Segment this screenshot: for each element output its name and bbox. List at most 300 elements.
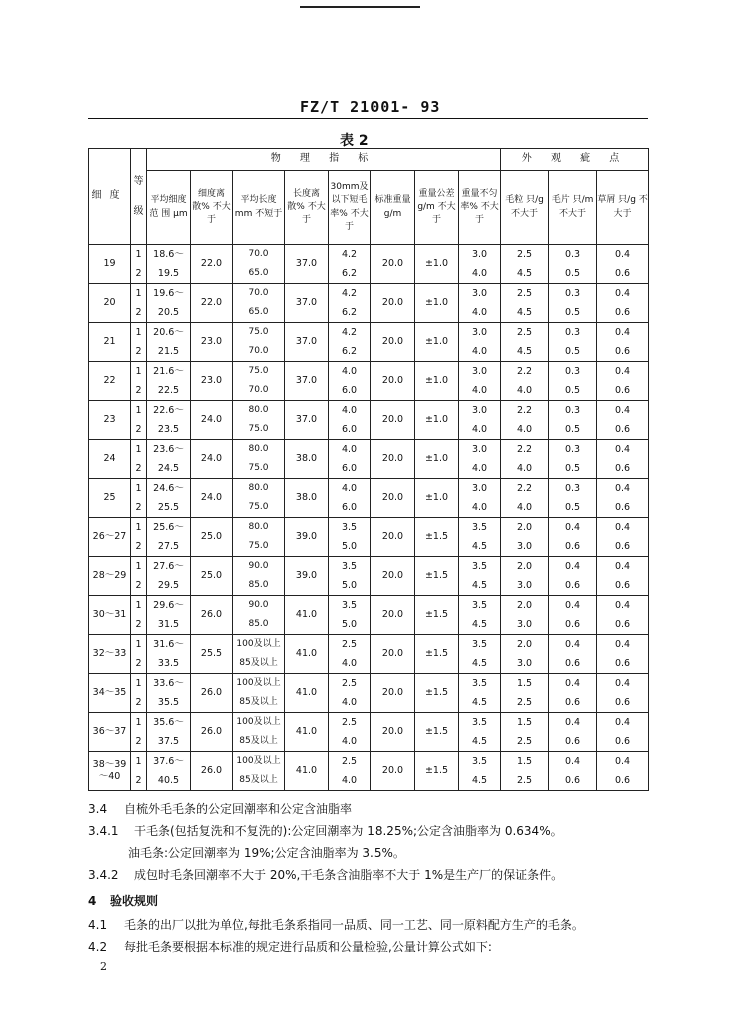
cell-flakes: 0.3 (549, 440, 597, 460)
col-fineness-cv: 细度离散% 不大于 (191, 171, 233, 245)
cell-short-fiber: 5.0 (329, 576, 371, 596)
section-4-2: 4.2 每批毛条要根据本标准的规定进行品质和公量检验,公量计算公式如下: (88, 940, 492, 954)
table-row (89, 557, 649, 577)
cell-grade: 1 (131, 440, 147, 460)
cell-std-weight: 20.0 (371, 323, 415, 362)
cell-neps: 3.0 (501, 615, 549, 635)
cell-weight-tol: ±1.0 (415, 362, 459, 401)
cell-mean-range: 24.5 (147, 459, 191, 479)
cell-mean-length: 65.0 (233, 303, 285, 323)
cell-weight-cv: 4.0 (459, 381, 501, 401)
cell-neps: 2.0 (501, 557, 549, 577)
cell-neps: 2.5 (501, 323, 549, 343)
cell-weight-cv: 3.5 (459, 596, 501, 616)
cell-short-fiber: 4.0 (329, 771, 371, 791)
table-row (89, 323, 649, 343)
cell-length-cv: 38.0 (285, 440, 329, 479)
cell-neps: 2.0 (501, 635, 549, 655)
cell-mean-length: 80.0 (233, 518, 285, 538)
cell-weight-cv: 3.0 (459, 401, 501, 421)
cell-flakes: 0.3 (549, 323, 597, 343)
cell-length-cv: 38.0 (285, 479, 329, 518)
table-row (89, 713, 649, 733)
cell-neps: 4.5 (501, 264, 549, 284)
cell-mean-range: 23.6～ (147, 440, 191, 460)
cell-grade: 1 (131, 674, 147, 694)
cell-flakes: 0.3 (549, 362, 597, 382)
cell-grade: 2 (131, 381, 147, 401)
cell-grass: 0.6 (597, 576, 649, 596)
table-row (89, 693, 649, 713)
cell-grade: 1 (131, 245, 147, 265)
cell-neps: 2.2 (501, 362, 549, 382)
cell-grade: 1 (131, 323, 147, 343)
col-mean-length: 平均长度 mm 不短于 (233, 171, 285, 245)
table-row (89, 420, 649, 440)
section-3-4-1-line2: 油毛条:公定回潮率为 19%;公定含油脂率为 3.5%。 (128, 846, 405, 860)
cell-weight-cv: 3.0 (459, 479, 501, 499)
col-weight-tol: 重量公差 g/m 不大于 (415, 171, 459, 245)
cell-grass: 0.4 (597, 284, 649, 304)
cell-weight-cv: 4.0 (459, 342, 501, 362)
cell-mean-range: 20.5 (147, 303, 191, 323)
cell-fineness-cv: 23.0 (191, 323, 233, 362)
cell-weight-cv: 3.5 (459, 674, 501, 694)
cell-length-cv: 37.0 (285, 401, 329, 440)
cell-weight-cv: 3.0 (459, 440, 501, 460)
col-mean-fineness: 平均细度范 围 μm (147, 171, 191, 245)
cell-grass: 0.4 (597, 674, 649, 694)
cell-mean-range: 25.5 (147, 498, 191, 518)
cell-length-cv: 41.0 (285, 752, 329, 791)
cell-mean-length: 70.0 (233, 342, 285, 362)
col-flakes: 毛片 只/m 不大于 (549, 171, 597, 245)
cell-short-fiber: 2.5 (329, 635, 371, 655)
cell-flakes: 0.4 (549, 518, 597, 538)
cell-grass: 0.4 (597, 713, 649, 733)
cell-grass: 0.4 (597, 401, 649, 421)
cell-grass: 0.4 (597, 518, 649, 538)
cell-short-fiber: 5.0 (329, 615, 371, 635)
table-row (89, 518, 649, 538)
cell-short-fiber: 4.0 (329, 401, 371, 421)
cell-mean-range: 19.5 (147, 264, 191, 284)
table-row (89, 654, 649, 674)
col-short-fiber: 30mm及以下短毛率% 不大于 (329, 171, 371, 245)
cell-mean-length: 85及以上 (233, 771, 285, 791)
cell-grade: 1 (131, 284, 147, 304)
cell-flakes: 0.3 (549, 401, 597, 421)
cell-short-fiber: 4.0 (329, 732, 371, 752)
cell-mean-length: 100及以上 (233, 713, 285, 733)
cell-neps: 4.0 (501, 459, 549, 479)
cell-grass: 0.4 (597, 752, 649, 772)
cell-flakes: 0.3 (549, 284, 597, 304)
cell-fineness-cv: 25.0 (191, 518, 233, 557)
table-row (89, 674, 649, 694)
cell-grass: 0.4 (597, 245, 649, 265)
cell-short-fiber: 4.0 (329, 654, 371, 674)
cell-weight-tol: ±1.0 (415, 323, 459, 362)
cell-mean-length: 85.0 (233, 615, 285, 635)
cell-mean-range: 31.5 (147, 615, 191, 635)
cell-weight-tol: ±1.0 (415, 284, 459, 323)
cell-neps: 3.0 (501, 537, 549, 557)
cell-weight-cv: 3.5 (459, 557, 501, 577)
cell-grade: 1 (131, 596, 147, 616)
cell-short-fiber: 4.2 (329, 245, 371, 265)
cell-grass: 0.4 (597, 557, 649, 577)
cell-mean-length: 100及以上 (233, 635, 285, 655)
cell-grade: 1 (131, 557, 147, 577)
cell-weight-tol: ±1.5 (415, 596, 459, 635)
table-row (89, 732, 649, 752)
cell-fineness-cv: 22.0 (191, 245, 233, 284)
header-rule (88, 118, 648, 119)
cell-mean-length: 100及以上 (233, 674, 285, 694)
cell-fineness-cv: 26.0 (191, 596, 233, 635)
cell-flakes: 0.5 (549, 420, 597, 440)
table-row (89, 245, 649, 265)
page-number: 2 (100, 960, 107, 973)
cell-grade: 1 (131, 362, 147, 382)
cell-std-weight: 20.0 (371, 635, 415, 674)
cell-neps: 4.0 (501, 381, 549, 401)
cell-flakes: 0.6 (549, 693, 597, 713)
cell-fineness: 36～37 (89, 713, 131, 752)
cell-neps: 2.5 (501, 245, 549, 265)
cell-neps: 2.5 (501, 771, 549, 791)
table-row (89, 303, 649, 323)
cell-grade: 2 (131, 771, 147, 791)
cell-fineness-cv: 26.0 (191, 713, 233, 752)
cell-length-cv: 39.0 (285, 557, 329, 596)
cell-mean-range: 37.5 (147, 732, 191, 752)
cell-flakes: 0.6 (549, 771, 597, 791)
cell-fineness: 24 (89, 440, 131, 479)
cell-fineness: 20 (89, 284, 131, 323)
cell-short-fiber: 6.0 (329, 420, 371, 440)
cell-flakes: 0.3 (549, 245, 597, 265)
col-length-cv: 长度离散% 不大于 (285, 171, 329, 245)
cell-mean-range: 37.6～ (147, 752, 191, 772)
table-body (89, 245, 649, 791)
table-row (89, 576, 649, 596)
cell-flakes: 0.4 (549, 674, 597, 694)
cell-short-fiber: 5.0 (329, 537, 371, 557)
cell-short-fiber: 6.2 (329, 342, 371, 362)
col-std-weight: 标准重量 g/m (371, 171, 415, 245)
cell-length-cv: 37.0 (285, 245, 329, 284)
cell-mean-range: 20.6～ (147, 323, 191, 343)
col-neps: 毛粒 只/g 不大于 (501, 171, 549, 245)
cell-weight-tol: ±1.5 (415, 713, 459, 752)
spec-table (88, 148, 649, 791)
cell-mean-length: 75.0 (233, 362, 285, 382)
cell-std-weight: 20.0 (371, 596, 415, 635)
cell-neps: 3.0 (501, 654, 549, 674)
cell-mean-length: 85.0 (233, 576, 285, 596)
cell-weight-cv: 3.0 (459, 323, 501, 343)
cell-neps: 2.2 (501, 440, 549, 460)
cell-grade: 2 (131, 654, 147, 674)
cell-weight-cv: 4.5 (459, 693, 501, 713)
cell-neps: 2.2 (501, 479, 549, 499)
table-row (89, 498, 649, 518)
cell-mean-range: 19.6～ (147, 284, 191, 304)
cell-mean-length: 80.0 (233, 440, 285, 460)
cell-flakes: 0.5 (549, 264, 597, 284)
cell-weight-cv: 3.5 (459, 752, 501, 772)
cell-mean-length: 75.0 (233, 537, 285, 557)
top-scan-bar (300, 6, 420, 8)
cell-grade: 1 (131, 518, 147, 538)
section-3-4: 3.4 自梳外毛毛条的公定回潮率和公定含油脂率 (88, 802, 353, 816)
cell-short-fiber: 4.2 (329, 323, 371, 343)
cell-grade: 2 (131, 420, 147, 440)
cell-fineness-cv: 22.0 (191, 284, 233, 323)
cell-grade: 2 (131, 498, 147, 518)
table-row (89, 596, 649, 616)
cell-grass: 0.4 (597, 635, 649, 655)
cell-grass: 0.6 (597, 615, 649, 635)
table-caption: 表 2 (340, 133, 369, 149)
cell-length-cv: 41.0 (285, 713, 329, 752)
cell-std-weight: 20.0 (371, 479, 415, 518)
cell-neps: 2.0 (501, 596, 549, 616)
cell-mean-range: 24.6～ (147, 479, 191, 499)
cell-grass: 0.4 (597, 323, 649, 343)
cell-length-cv: 37.0 (285, 323, 329, 362)
cell-grade: 2 (131, 264, 147, 284)
cell-fineness: 23 (89, 401, 131, 440)
cell-std-weight: 20.0 (371, 362, 415, 401)
cell-fineness-cv: 24.0 (191, 401, 233, 440)
cell-weight-cv: 4.0 (459, 264, 501, 284)
cell-fineness: 30～31 (89, 596, 131, 635)
cell-grade: 1 (131, 713, 147, 733)
cell-weight-tol: ±1.5 (415, 752, 459, 791)
cell-fineness: 25 (89, 479, 131, 518)
cell-mean-range: 23.5 (147, 420, 191, 440)
table-row (89, 401, 649, 421)
cell-grade: 1 (131, 635, 147, 655)
cell-grade: 2 (131, 615, 147, 635)
cell-weight-cv: 3.0 (459, 245, 501, 265)
cell-neps: 1.5 (501, 713, 549, 733)
cell-mean-length: 70.0 (233, 284, 285, 304)
cell-mean-range: 27.5 (147, 537, 191, 557)
cell-weight-cv: 3.0 (459, 362, 501, 382)
col-fineness: 细度 (89, 149, 131, 245)
table-row (89, 362, 649, 382)
cell-length-cv: 41.0 (285, 635, 329, 674)
cell-grass: 0.6 (597, 303, 649, 323)
cell-std-weight: 20.0 (371, 674, 415, 713)
cell-neps: 2.5 (501, 732, 549, 752)
standard-code-header: FZ/T 21001- 93 (300, 98, 441, 116)
cell-grass: 0.6 (597, 381, 649, 401)
cell-grade: 1 (131, 752, 147, 772)
cell-weight-cv: 4.5 (459, 576, 501, 596)
cell-grade: 2 (131, 732, 147, 752)
cell-weight-cv: 4.0 (459, 420, 501, 440)
cell-weight-cv: 4.0 (459, 498, 501, 518)
cell-grass: 0.6 (597, 420, 649, 440)
cell-weight-cv: 3.0 (459, 284, 501, 304)
cell-weight-cv: 4.5 (459, 537, 501, 557)
cell-short-fiber: 4.0 (329, 693, 371, 713)
cell-mean-range: 35.5 (147, 693, 191, 713)
cell-mean-length: 85及以上 (233, 693, 285, 713)
cell-std-weight: 20.0 (371, 245, 415, 284)
cell-grass: 0.6 (597, 537, 649, 557)
cell-neps: 4.5 (501, 303, 549, 323)
cell-weight-cv: 3.5 (459, 518, 501, 538)
cell-fineness-cv: 24.0 (191, 440, 233, 479)
cell-grass: 0.4 (597, 362, 649, 382)
cell-flakes: 0.6 (549, 615, 597, 635)
cell-weight-tol: ±1.0 (415, 479, 459, 518)
cell-fineness: 26～27 (89, 518, 131, 557)
table-row (89, 615, 649, 635)
cell-flakes: 0.5 (549, 498, 597, 518)
cell-weight-cv: 4.0 (459, 303, 501, 323)
cell-fineness-cv: 26.0 (191, 674, 233, 713)
cell-grass: 0.6 (597, 459, 649, 479)
cell-flakes: 0.4 (549, 752, 597, 772)
cell-mean-length: 85及以上 (233, 732, 285, 752)
table-row (89, 342, 649, 362)
cell-neps: 2.5 (501, 284, 549, 304)
cell-length-cv: 41.0 (285, 596, 329, 635)
cell-weight-cv: 4.5 (459, 732, 501, 752)
cell-mean-length: 80.0 (233, 401, 285, 421)
cell-flakes: 0.6 (549, 576, 597, 596)
cell-grade: 2 (131, 576, 147, 596)
group-physical: 物 理 指 标 (147, 149, 501, 171)
cell-weight-tol: ±1.5 (415, 674, 459, 713)
cell-mean-length: 90.0 (233, 557, 285, 577)
cell-short-fiber: 4.0 (329, 479, 371, 499)
table-row (89, 284, 649, 304)
cell-mean-length: 75.0 (233, 420, 285, 440)
cell-mean-length: 100及以上 (233, 752, 285, 772)
cell-weight-tol: ±1.5 (415, 635, 459, 674)
section-3-4-2: 3.4.2 成包时毛条回潮率不大于 20%,干毛条含油脂率不大于 1%是生产厂的保证条件。 (88, 868, 564, 882)
col-grass: 草屑 只/g 不大于 (597, 171, 649, 245)
cell-grass: 0.4 (597, 596, 649, 616)
cell-mean-range: 22.5 (147, 381, 191, 401)
cell-grade: 2 (131, 693, 147, 713)
cell-weight-cv: 4.5 (459, 654, 501, 674)
cell-grade: 1 (131, 401, 147, 421)
cell-mean-range: 40.5 (147, 771, 191, 791)
cell-mean-range: 25.6～ (147, 518, 191, 538)
cell-fineness: 34～35 (89, 674, 131, 713)
cell-fineness: 21 (89, 323, 131, 362)
table-row (89, 264, 649, 284)
cell-weight-tol: ±1.0 (415, 401, 459, 440)
cell-mean-range: 29.5 (147, 576, 191, 596)
cell-std-weight: 20.0 (371, 557, 415, 596)
cell-short-fiber: 6.0 (329, 498, 371, 518)
cell-length-cv: 39.0 (285, 518, 329, 557)
cell-short-fiber: 3.5 (329, 596, 371, 616)
cell-weight-tol: ±1.0 (415, 440, 459, 479)
cell-flakes: 0.5 (549, 459, 597, 479)
cell-mean-range: 21.5 (147, 342, 191, 362)
cell-weight-cv: 4.5 (459, 771, 501, 791)
cell-fineness: 19 (89, 245, 131, 284)
cell-short-fiber: 2.5 (329, 752, 371, 772)
cell-neps: 1.5 (501, 674, 549, 694)
cell-flakes: 0.6 (549, 654, 597, 674)
cell-weight-cv: 4.0 (459, 459, 501, 479)
cell-grade: 2 (131, 459, 147, 479)
cell-length-cv: 41.0 (285, 674, 329, 713)
cell-weight-tol: ±1.0 (415, 245, 459, 284)
cell-short-fiber: 6.2 (329, 264, 371, 284)
cell-grass: 0.6 (597, 654, 649, 674)
cell-length-cv: 37.0 (285, 362, 329, 401)
cell-short-fiber: 6.0 (329, 381, 371, 401)
cell-grade: 2 (131, 342, 147, 362)
cell-grass: 0.6 (597, 498, 649, 518)
cell-std-weight: 20.0 (371, 713, 415, 752)
cell-grade: 1 (131, 479, 147, 499)
cell-neps: 4.5 (501, 342, 549, 362)
cell-std-weight: 20.0 (371, 284, 415, 323)
col-grade: 等级 (131, 149, 147, 245)
cell-mean-range: 33.5 (147, 654, 191, 674)
cell-mean-length: 75.0 (233, 498, 285, 518)
cell-fineness: 32～33 (89, 635, 131, 674)
cell-grade: 2 (131, 537, 147, 557)
table-row (89, 479, 649, 499)
table-row (89, 752, 649, 772)
cell-short-fiber: 2.5 (329, 713, 371, 733)
cell-short-fiber: 4.2 (329, 284, 371, 304)
cell-flakes: 0.4 (549, 713, 597, 733)
cell-flakes: 0.6 (549, 537, 597, 557)
cell-flakes: 0.3 (549, 479, 597, 499)
cell-fineness-cv: 24.0 (191, 479, 233, 518)
cell-std-weight: 20.0 (371, 752, 415, 791)
cell-flakes: 0.5 (549, 342, 597, 362)
cell-weight-tol: ±1.5 (415, 518, 459, 557)
cell-std-weight: 20.0 (371, 401, 415, 440)
cell-grass: 0.6 (597, 264, 649, 284)
table-row (89, 459, 649, 479)
cell-flakes: 0.4 (549, 635, 597, 655)
cell-grass: 0.6 (597, 771, 649, 791)
cell-mean-length: 75.0 (233, 459, 285, 479)
table-row (89, 635, 649, 655)
cell-fineness: 38～39 ～40 (89, 752, 131, 791)
cell-mean-range: 29.6～ (147, 596, 191, 616)
section-4-heading: 4 验收规则 (88, 894, 159, 908)
table-row (89, 771, 649, 791)
cell-mean-length: 65.0 (233, 264, 285, 284)
cell-flakes: 0.4 (549, 557, 597, 577)
cell-mean-range: 18.6～ (147, 245, 191, 265)
cell-mean-range: 31.6～ (147, 635, 191, 655)
table-row (89, 381, 649, 401)
section-3-4-1: 3.4.1 干毛条(包括复洗和不复洗的):公定回潮率为 18.25%;公定含油脂率为 0.634%。 (88, 824, 563, 838)
cell-grade: 2 (131, 303, 147, 323)
cell-flakes: 0.5 (549, 381, 597, 401)
